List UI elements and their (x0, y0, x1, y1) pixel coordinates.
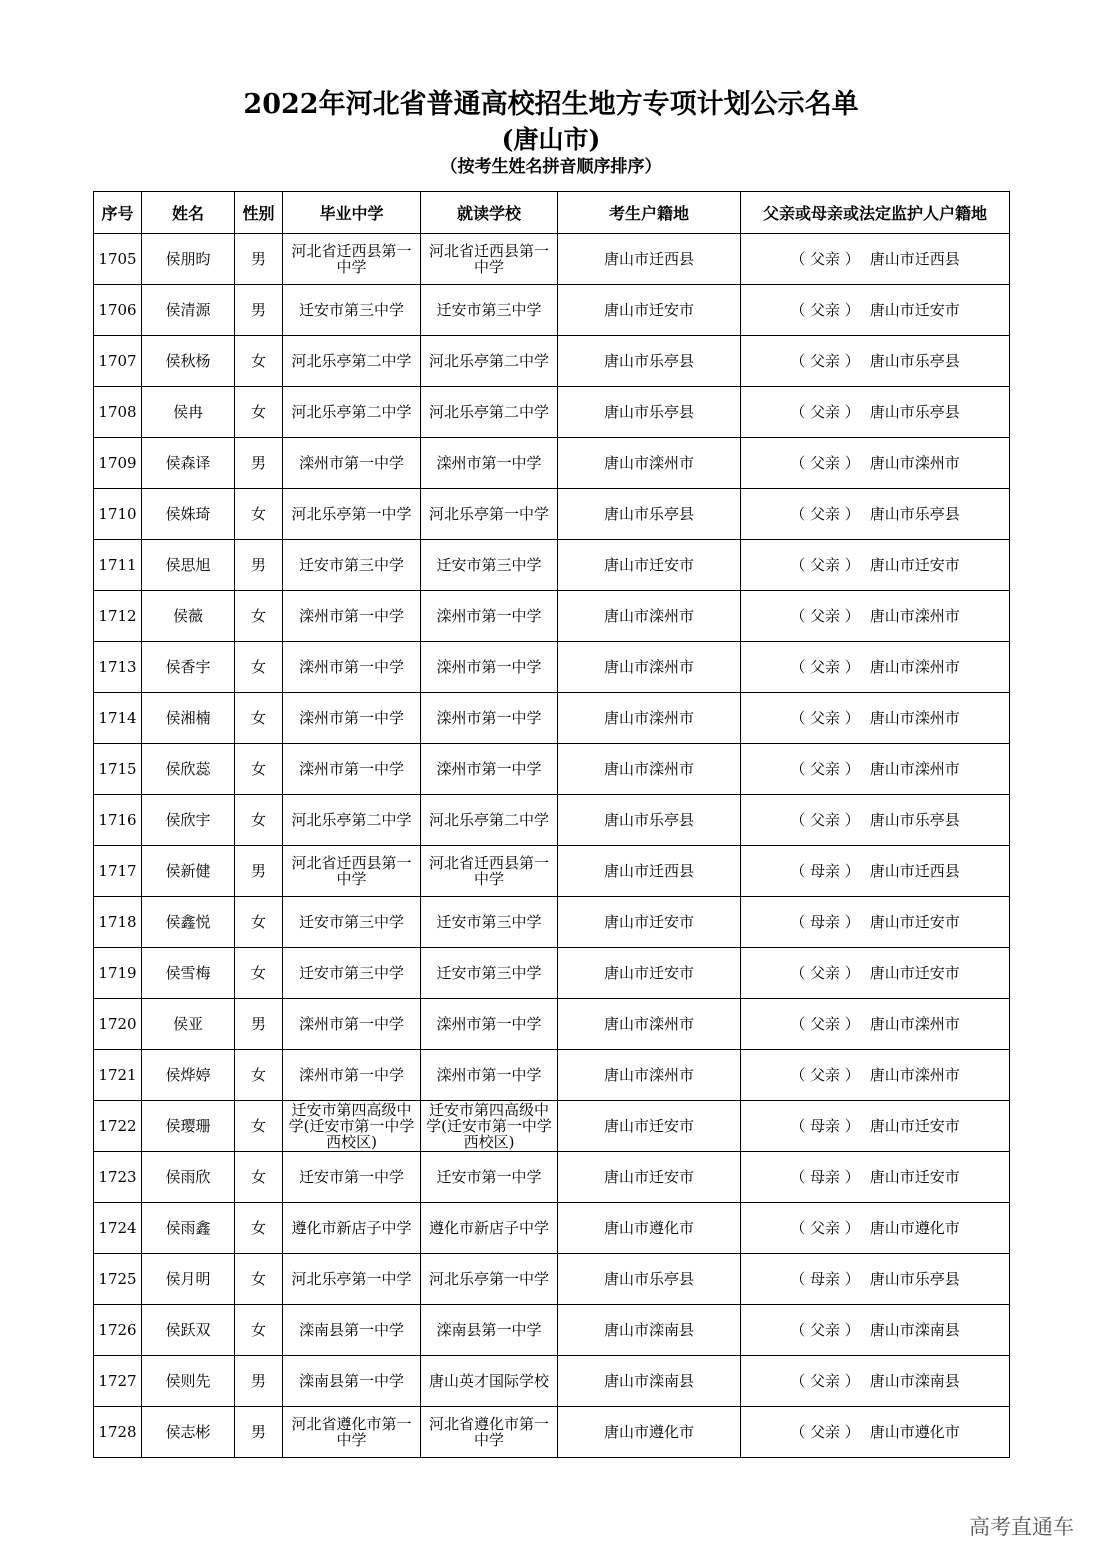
guardian-hukou: 唐山市乐亭县 (869, 403, 960, 421)
cell-hukou: 唐山市迁西县 (558, 234, 741, 285)
cell-grad-school: 河北乐亭第一中学 (283, 1254, 421, 1305)
cell-gender: 男 (235, 438, 283, 489)
table-row (94, 285, 1010, 336)
guardian-relation: （ 父亲 ） (790, 658, 860, 676)
col-header-hukou: 考生户籍地 (558, 192, 741, 234)
cell-guardian (741, 591, 1010, 642)
roster-table (93, 191, 1010, 1458)
cell-id: 1716 (94, 795, 142, 846)
guardian-relation: （ 父亲 ） (790, 556, 860, 574)
cell-hukou: 唐山市迁安市 (558, 897, 741, 948)
cell-id: 1727 (94, 1356, 142, 1407)
cell-current-school: 迁安市第一中学 (421, 1152, 558, 1203)
guardian-relation: （ 父亲 ） (790, 1066, 860, 1084)
cell-id: 1721 (94, 1050, 142, 1101)
cell-current-school: 河北省迁西县第一中学 (421, 846, 558, 897)
guardian-hukou: 唐山市迁安市 (869, 1117, 960, 1135)
cell-name: 侯姝琦 (142, 489, 235, 540)
cell-guardian (741, 285, 1010, 336)
page-title: 2022年河北省普通高校招生地方专项计划公示名单 (243, 89, 859, 120)
guardian-relation: （ 母亲 ） (790, 862, 860, 880)
cell-grad-school: 滦州市第一中学 (283, 999, 421, 1050)
table-row (94, 489, 1010, 540)
cell-current-school: 滦州市第一中学 (421, 591, 558, 642)
cell-gender: 女 (235, 1254, 283, 1305)
watermark: 高考直通车 (969, 1515, 1074, 1539)
guardian-relation: （ 父亲 ） (790, 403, 860, 421)
cell-hukou: 唐山市迁西县 (558, 846, 741, 897)
cell-current-school: 河北乐亭第一中学 (421, 1254, 558, 1305)
cell-current-school: 遵化市新店子中学 (421, 1203, 558, 1254)
guardian-relation: （ 母亲 ） (790, 913, 860, 931)
cell-id: 1722 (94, 1101, 142, 1152)
cell-id: 1712 (94, 591, 142, 642)
cell-id: 1726 (94, 1305, 142, 1356)
cell-gender: 女 (235, 948, 283, 999)
col-header-guardian-hukou: 父亲或母亲或法定监护人户籍地 (741, 192, 1010, 234)
cell-hukou: 唐山市滦州市 (558, 591, 741, 642)
cell-name: 侯欣宇 (142, 795, 235, 846)
cell-hukou: 唐山市乐亭县 (558, 795, 741, 846)
cell-guardian (741, 642, 1010, 693)
guardian-relation: （ 父亲 ） (790, 1372, 860, 1390)
cell-hukou: 唐山市迁安市 (558, 540, 741, 591)
cell-name: 侯鑫悦 (142, 897, 235, 948)
cell-guardian (741, 1254, 1010, 1305)
cell-name: 侯雨欣 (142, 1152, 235, 1203)
cell-current-school: 滦州市第一中学 (421, 999, 558, 1050)
cell-gender: 女 (235, 744, 283, 795)
cell-gender: 男 (235, 846, 283, 897)
cell-name: 侯思旭 (142, 540, 235, 591)
guardian-relation: （ 父亲 ） (790, 964, 860, 982)
table-row (94, 795, 1010, 846)
cell-id: 1705 (94, 234, 142, 285)
cell-name: 侯薇 (142, 591, 235, 642)
cell-gender: 男 (235, 1407, 283, 1458)
guardian-relation: （ 父亲 ） (790, 1423, 860, 1441)
cell-grad-school: 河北省遵化市第一中学 (283, 1407, 421, 1458)
cell-id: 1709 (94, 438, 142, 489)
cell-name: 侯月明 (142, 1254, 235, 1305)
guardian-hukou: 唐山市滦州市 (869, 1066, 960, 1084)
guardian-relation: （ 父亲 ） (790, 1321, 860, 1339)
cell-gender: 男 (235, 234, 283, 285)
cell-gender: 女 (235, 897, 283, 948)
col-header-grad-school: 毕业中学 (283, 192, 421, 234)
cell-name: 侯跃双 (142, 1305, 235, 1356)
cell-grad-school: 迁安市第四高级中学(迁安市第一中学西校区) (283, 1101, 421, 1152)
cell-hukou: 唐山市迁安市 (558, 948, 741, 999)
guardian-hukou: 唐山市迁西县 (869, 862, 960, 880)
table-row (94, 897, 1010, 948)
guardian-hukou: 唐山市迁安市 (869, 1168, 960, 1186)
cell-grad-school: 滦南县第一中学 (283, 1356, 421, 1407)
guardian-hukou: 唐山市迁安市 (869, 913, 960, 931)
cell-current-school: 滦州市第一中学 (421, 438, 558, 489)
cell-hukou: 唐山市滦南县 (558, 1356, 741, 1407)
cell-grad-school: 河北乐亭第一中学 (283, 489, 421, 540)
cell-guardian (741, 234, 1010, 285)
sort-note: （按考生姓名拼音顺序排序） (440, 157, 662, 177)
guardian-hukou: 唐山市乐亭县 (869, 1270, 960, 1288)
cell-guardian (741, 1152, 1010, 1203)
cell-id: 1707 (94, 336, 142, 387)
cell-hukou: 唐山市迁安市 (558, 285, 741, 336)
cell-grad-school: 河北省迁西县第一中学 (283, 234, 421, 285)
cell-id: 1717 (94, 846, 142, 897)
cell-current-school: 河北乐亭第二中学 (421, 387, 558, 438)
cell-gender: 女 (235, 795, 283, 846)
cell-current-school: 迁安市第三中学 (421, 897, 558, 948)
cell-id: 1706 (94, 285, 142, 336)
cell-hukou: 唐山市滦州市 (558, 693, 741, 744)
table-row (94, 948, 1010, 999)
cell-current-school: 滦州市第一中学 (421, 693, 558, 744)
guardian-hukou: 唐山市迁安市 (869, 301, 960, 319)
cell-id: 1710 (94, 489, 142, 540)
cell-guardian (741, 948, 1010, 999)
cell-id: 1718 (94, 897, 142, 948)
cell-current-school: 滦州市第一中学 (421, 744, 558, 795)
cell-guardian (741, 540, 1010, 591)
guardian-relation: （ 母亲 ） (790, 1117, 860, 1135)
cell-hukou: 唐山市乐亭县 (558, 489, 741, 540)
cell-grad-school: 迁安市第三中学 (283, 948, 421, 999)
page-subtitle: (唐山市) (501, 125, 601, 154)
cell-gender: 女 (235, 642, 283, 693)
cell-guardian (741, 795, 1010, 846)
cell-guardian (741, 999, 1010, 1050)
cell-guardian (741, 1203, 1010, 1254)
cell-hukou: 唐山市滦州市 (558, 744, 741, 795)
cell-hukou: 唐山市乐亭县 (558, 1254, 741, 1305)
table-row (94, 1101, 1010, 1152)
cell-id: 1720 (94, 999, 142, 1050)
cell-name: 侯秋杨 (142, 336, 235, 387)
cell-hukou: 唐山市迁安市 (558, 1152, 741, 1203)
table-row (94, 591, 1010, 642)
table-row (94, 999, 1010, 1050)
cell-current-school: 河北乐亭第二中学 (421, 795, 558, 846)
table-row (94, 1305, 1010, 1356)
cell-guardian (741, 1050, 1010, 1101)
cell-guardian (741, 1407, 1010, 1458)
cell-grad-school: 遵化市新店子中学 (283, 1203, 421, 1254)
cell-name: 侯新健 (142, 846, 235, 897)
cell-id: 1728 (94, 1407, 142, 1458)
cell-guardian (741, 489, 1010, 540)
guardian-hukou: 唐山市滦州市 (869, 709, 960, 727)
col-header-gender: 性别 (235, 192, 283, 234)
table-row (94, 642, 1010, 693)
table-row (94, 234, 1010, 285)
cell-name: 侯欣蕊 (142, 744, 235, 795)
table-row (94, 438, 1010, 489)
guardian-hukou: 唐山市迁安市 (869, 964, 960, 982)
cell-name: 侯湘楠 (142, 693, 235, 744)
guardian-hukou: 唐山市迁安市 (869, 556, 960, 574)
cell-gender: 女 (235, 1101, 283, 1152)
cell-gender: 女 (235, 1152, 283, 1203)
cell-grad-school: 迁安市第三中学 (283, 285, 421, 336)
guardian-hukou: 唐山市滦州市 (869, 454, 960, 472)
cell-gender: 男 (235, 285, 283, 336)
guardian-relation: （ 父亲 ） (790, 760, 860, 778)
guardian-hukou: 唐山市滦州市 (869, 760, 960, 778)
cell-gender: 女 (235, 591, 283, 642)
cell-name: 侯清源 (142, 285, 235, 336)
cell-grad-school: 河北乐亭第二中学 (283, 795, 421, 846)
table-row (94, 387, 1010, 438)
cell-current-school: 河北省迁西县第一中学 (421, 234, 558, 285)
table-row (94, 540, 1010, 591)
guardian-relation: （ 父亲 ） (790, 607, 860, 625)
cell-id: 1714 (94, 693, 142, 744)
cell-grad-school: 河北乐亭第二中学 (283, 336, 421, 387)
guardian-relation: （ 父亲 ） (790, 1015, 860, 1033)
cell-current-school: 迁安市第三中学 (421, 948, 558, 999)
cell-name: 侯冉 (142, 387, 235, 438)
col-header-name: 姓名 (142, 192, 235, 234)
cell-name: 侯则先 (142, 1356, 235, 1407)
guardian-relation: （ 父亲 ） (790, 352, 860, 370)
cell-guardian (741, 693, 1010, 744)
cell-guardian (741, 336, 1010, 387)
guardian-relation: （ 父亲 ） (790, 505, 860, 523)
cell-id: 1719 (94, 948, 142, 999)
cell-name: 侯香宇 (142, 642, 235, 693)
table-body (94, 234, 1010, 1458)
cell-grad-school: 河北省迁西县第一中学 (283, 846, 421, 897)
cell-grad-school: 迁安市第一中学 (283, 1152, 421, 1203)
cell-gender: 女 (235, 489, 283, 540)
cell-gender: 女 (235, 1203, 283, 1254)
col-header-id: 序号 (94, 192, 142, 234)
cell-name: 侯璎珊 (142, 1101, 235, 1152)
cell-guardian (741, 438, 1010, 489)
cell-hukou: 唐山市滦南县 (558, 1305, 741, 1356)
guardian-hukou: 唐山市乐亭县 (869, 811, 960, 829)
table-row (94, 1203, 1010, 1254)
cell-id: 1708 (94, 387, 142, 438)
cell-grad-school: 滦州市第一中学 (283, 438, 421, 489)
cell-hukou: 唐山市乐亭县 (558, 387, 741, 438)
cell-gender: 男 (235, 540, 283, 591)
guardian-relation: （ 父亲 ） (790, 1219, 860, 1237)
table-row (94, 846, 1010, 897)
cell-guardian (741, 1356, 1010, 1407)
cell-current-school: 迁安市第三中学 (421, 285, 558, 336)
guardian-hukou: 唐山市滦州市 (869, 1015, 960, 1033)
cell-id: 1713 (94, 642, 142, 693)
cell-grad-school: 迁安市第三中学 (283, 897, 421, 948)
cell-name: 侯森译 (142, 438, 235, 489)
table-row (94, 1254, 1010, 1305)
cell-name: 侯志彬 (142, 1407, 235, 1458)
cell-id: 1723 (94, 1152, 142, 1203)
cell-gender: 女 (235, 1305, 283, 1356)
cell-name: 侯亚 (142, 999, 235, 1050)
cell-current-school: 迁安市第四高级中学(迁安市第一中学西校区) (421, 1101, 558, 1152)
guardian-hukou: 唐山市滦南县 (869, 1372, 960, 1390)
guardian-hukou: 唐山市遵化市 (869, 1219, 960, 1237)
cell-current-school: 滦南县第一中学 (421, 1305, 558, 1356)
guardian-relation: （ 父亲 ） (790, 811, 860, 829)
cell-hukou: 唐山市滦州市 (558, 999, 741, 1050)
cell-name: 侯雪梅 (142, 948, 235, 999)
guardian-hukou: 唐山市遵化市 (869, 1423, 960, 1441)
cell-guardian (741, 897, 1010, 948)
cell-grad-school: 滦州市第一中学 (283, 693, 421, 744)
col-header-current-school: 就读学校 (421, 192, 558, 234)
table-row (94, 693, 1010, 744)
cell-guardian (741, 1305, 1010, 1356)
cell-hukou: 唐山市滦州市 (558, 1050, 741, 1101)
cell-guardian (741, 1101, 1010, 1152)
guardian-hukou: 唐山市乐亭县 (869, 505, 960, 523)
cell-hukou: 唐山市迁安市 (558, 1101, 741, 1152)
cell-id: 1724 (94, 1203, 142, 1254)
cell-grad-school: 滦州市第一中学 (283, 744, 421, 795)
cell-hukou: 唐山市乐亭县 (558, 336, 741, 387)
cell-id: 1711 (94, 540, 142, 591)
guardian-hukou: 唐山市迁西县 (869, 250, 960, 268)
cell-gender: 女 (235, 336, 283, 387)
cell-name: 侯雨鑫 (142, 1203, 235, 1254)
cell-grad-school: 滦州市第一中学 (283, 642, 421, 693)
cell-id: 1725 (94, 1254, 142, 1305)
cell-current-school: 滦州市第一中学 (421, 1050, 558, 1101)
cell-gender: 女 (235, 387, 283, 438)
guardian-hukou: 唐山市乐亭县 (869, 352, 960, 370)
guardian-relation: （ 母亲 ） (790, 1270, 860, 1288)
cell-current-school: 唐山英才国际学校 (421, 1356, 558, 1407)
table-row (94, 1152, 1010, 1203)
guardian-relation: （ 父亲 ） (790, 301, 860, 319)
guardian-relation: （ 母亲 ） (790, 1168, 860, 1186)
guardian-hukou: 唐山市滦南县 (869, 1321, 960, 1339)
cell-hukou: 唐山市滦州市 (558, 642, 741, 693)
guardian-relation: （ 父亲 ） (790, 454, 860, 472)
cell-gender: 女 (235, 693, 283, 744)
cell-grad-school: 滦州市第一中学 (283, 1050, 421, 1101)
cell-grad-school: 河北乐亭第二中学 (283, 387, 421, 438)
guardian-relation: （ 父亲 ） (790, 709, 860, 727)
cell-current-school: 河北省遵化市第一中学 (421, 1407, 558, 1458)
cell-hukou: 唐山市遵化市 (558, 1203, 741, 1254)
cell-current-school: 河北乐亭第一中学 (421, 489, 558, 540)
table-row (94, 336, 1010, 387)
guardian-hukou: 唐山市滦州市 (869, 658, 960, 676)
cell-current-school: 滦州市第一中学 (421, 642, 558, 693)
guardian-relation: （ 父亲 ） (790, 250, 860, 268)
table-row (94, 1050, 1010, 1101)
cell-hukou: 唐山市遵化市 (558, 1407, 741, 1458)
cell-id: 1715 (94, 744, 142, 795)
cell-gender: 男 (235, 1356, 283, 1407)
table-row (94, 1356, 1010, 1407)
guardian-hukou: 唐山市滦州市 (869, 607, 960, 625)
cell-name: 侯朋昀 (142, 234, 235, 285)
table-row (94, 1407, 1010, 1458)
cell-hukou: 唐山市滦州市 (558, 438, 741, 489)
cell-grad-school: 迁安市第三中学 (283, 540, 421, 591)
cell-guardian (741, 744, 1010, 795)
cell-grad-school: 滦南县第一中学 (283, 1305, 421, 1356)
cell-name: 侯烨婷 (142, 1050, 235, 1101)
cell-guardian (741, 387, 1010, 438)
cell-current-school: 河北乐亭第二中学 (421, 336, 558, 387)
cell-gender: 男 (235, 999, 283, 1050)
table-header-row (94, 192, 1010, 234)
cell-grad-school: 滦州市第一中学 (283, 591, 421, 642)
cell-current-school: 迁安市第三中学 (421, 540, 558, 591)
table-row (94, 744, 1010, 795)
cell-gender: 女 (235, 1050, 283, 1101)
cell-guardian (741, 846, 1010, 897)
